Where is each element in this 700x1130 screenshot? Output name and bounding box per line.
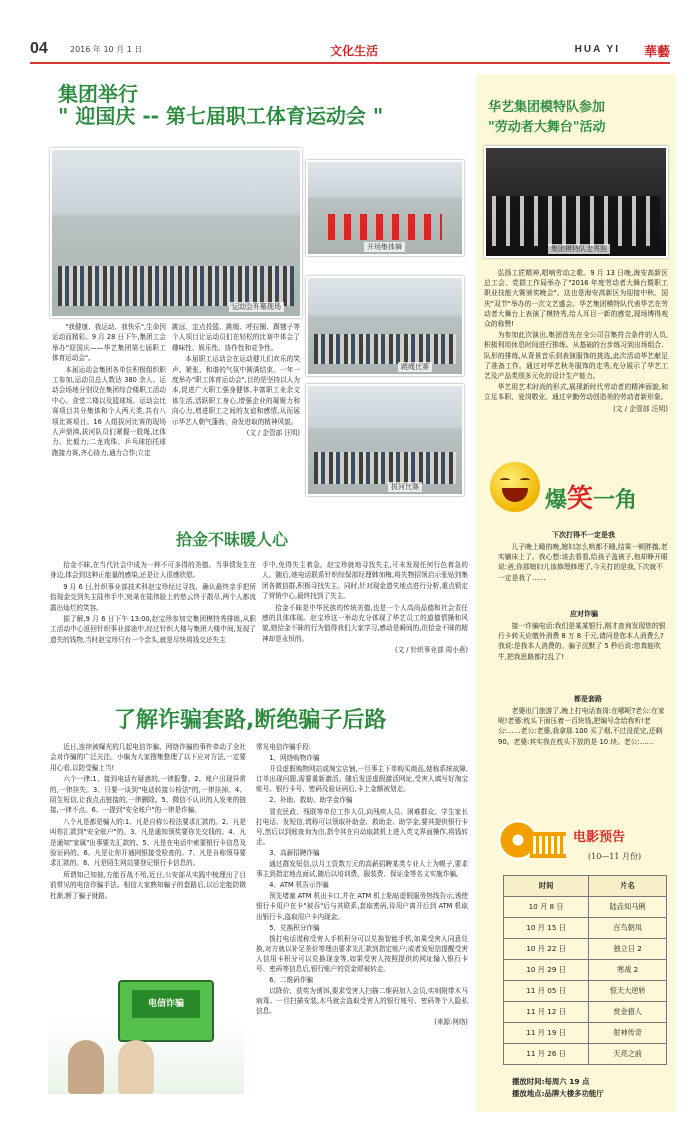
article3-title: 了解诈骗套路,断绝骗子后路 — [114, 708, 387, 733]
table-row — [504, 1023, 667, 1044]
table-row — [504, 981, 667, 1002]
brand-cn: 華藝 — [643, 45, 670, 60]
film-strip-icon — [530, 832, 566, 858]
paragraph: 冒充民政、残联等单位工作人员,向残疾人员、困难群众、学生家长打电话、发短信,谎称可以领取补助金、救助金、助学金,要其提供银行卡号,然后以到账查询为由,指令其在自动取款机上进入英文界面操作,将钱转走。 — [256, 807, 468, 846]
photo-caption: 开场集体舞 — [364, 242, 405, 252]
photo-caption: 运动会开幕现场 — [229, 302, 284, 312]
photo-tug-of-war — [306, 384, 464, 496]
crowd-figure — [58, 266, 294, 306]
laughing-face-icon — [490, 462, 540, 512]
movie-date: 11 月 12 日 — [504, 1002, 589, 1023]
movie-date: 11 月 19 日 — [504, 1023, 589, 1044]
article3-column-1 — [50, 742, 246, 902]
movie-schedule-table — [503, 875, 667, 1065]
model-team-title-line2: "劳动者大舞台"活动 — [488, 120, 606, 135]
movie-date: 10 月 15 日 — [504, 918, 589, 939]
byline: (来源:网络) — [434, 1018, 468, 1027]
paragraph: "我健康、我运动、我快乐",生命因运动而精彩。9 月 28 日下午,集团工会举办"迎国庆——华艺集团第七届职工体育运动会"。 — [52, 323, 166, 363]
movie-place: 播放地点:品牌大楼多功能厅 — [512, 1089, 604, 1098]
paragraph: 4、ATM 机告示诈骗 — [269, 881, 329, 890]
fraud-label: 电信诈骗 — [132, 990, 200, 1018]
movie-date: 10 月 8 日 — [504, 897, 589, 918]
article2-column-1 — [50, 560, 256, 646]
elder-figure — [118, 1040, 154, 1094]
byline: (文 / 企管部 汪明) — [613, 404, 668, 413]
table-header-row — [504, 876, 667, 897]
paragraph: 拨打电话谎称受害人手机积分可以兑换智能手机,如果受害人同意兑换,对方就以补足差价等理由要求先汇款到指定账户;或者发短信提醒受害人信用卡积分可以兑换现金等,如果受害人按照提供的网址输入银行卡号、密码等信息后,银行账户的资金即被转走。 — [256, 934, 468, 973]
model-team-text — [484, 268, 668, 415]
crowd-figure — [314, 452, 456, 484]
paragraph: 华艺用艺术时尚的形式,展现新时代劳动者的精神面貌,和立足本职、爱岗敬业、通过辛勤劳动创造美的劳动者新形象。 — [484, 383, 668, 402]
table-row — [504, 897, 667, 918]
lead-title-line1: 集团举行 — [58, 82, 138, 106]
paragraph: 本届运动会集团各单位积极组织职工参加,运动员总人数达 380 余人。运动会场地分别设在集团综合楼职工活动中心、食堂二楼以及篮球场。运动会比赛项目共分集体和个人两大类,共有八项比赛项目。16 人组拔河比赛的现场人声鼎沸,拔河队员们紧握一股绳,比体力、比毅力;二龙戏珠、乒乓球拍托球跑接力赛,齐心协力,通力合作;立定 — [52, 365, 166, 457]
lead-title-line2: " 迎国庆 -- 第七届职工体育运动会 " — [58, 104, 384, 128]
photo-model-show — [484, 146, 668, 258]
paragraph: 9 月 6 日,针织事业部技术科赵宝珍经过寻找、确认最终亲手把所拾现金交到失主陆伟手中,宛莱在陆伟脸上的愁云终于散尽,两个人都流露出灿烂的笑容。 — [50, 582, 256, 612]
movie-name: 寒战 2 — [589, 960, 667, 981]
paragraph: 弘扬工匠精神,唱响劳动之歌。9 月 13 日晚,海安高新区总工会、党群工作局举办了"2016 年度劳动者大舞台暨职工职业技能大赛颁奖晚会"。这也是海安高新区为迎接中秋、国庆"双节"举办的一次文艺盛会。华艺集团模特队代表华艺在劳动者大舞台上表演了模特秀,给人耳目一新的感觉,现场博得观众的称赞! — [484, 269, 668, 329]
table-row — [504, 1044, 667, 1065]
movie-preview-title: 电影预告 — [573, 830, 626, 845]
photo-caption: 集团模特队走秀照 — [548, 244, 610, 254]
paragraph: 八个凡是都是骗人的:1、凡是自称公检法要求汇款的。2、凡是叫你汇款到"安全账户"的。3、凡是通知领奖要你先交钱的。4、凡是通知"家属"出事要先汇款的。5、凡是在电话中索要银行卡信息及验证码的。6、凡是让你开通网银接受检查的。7、凡是自称领导要求汇款的。8、凡是陌生网站要登记银行卡信息的。 — [50, 817, 246, 868]
paragraph: 2、补助、救助、助学金诈骗 — [269, 796, 353, 805]
joke-title: 应对诈骗 — [570, 610, 598, 618]
column-header: 时间 — [504, 876, 589, 897]
article2-title: 拾金不昧暖人心 — [176, 530, 289, 549]
fraud-illustration — [48, 970, 244, 1094]
paragraph: 通过群发短信,以月工资数万元的高薪招聘某类专业人士为幌子,要求事主到指定地点面试,随后以培训费、服装费、保证金等名义实施诈骗。 — [256, 860, 468, 879]
movie-name: 天亮之前 — [589, 1044, 667, 1065]
photo-caption: 拔河比赛 — [388, 482, 422, 492]
byline: (文 / 企管部 汪明) — [246, 429, 300, 438]
table-row — [504, 939, 667, 960]
joke-title: 下次打得不一定是我 — [552, 531, 615, 539]
movie-name: 惊天大逆转 — [589, 981, 667, 1002]
photo-opening-ceremony — [50, 148, 302, 318]
article2-column-2 — [262, 560, 468, 657]
movie-name: 赏金猎人 — [589, 1002, 667, 1023]
column-header: 片名 — [589, 876, 667, 897]
movie-name: 陆垚知马俐 — [589, 897, 667, 918]
paragraph: 常见电信诈骗手段: — [256, 743, 311, 751]
movie-preview-subtitle: (10—11 月份) — [588, 852, 642, 861]
movie-name: 独立日 2 — [589, 939, 667, 960]
paragraph: 拾金不昧,在当代社会中成为一种不可多得的美德。当事情发生在身边,体会到这种正能量的感染,还是让人很感欣慰。 — [50, 561, 256, 580]
table-row — [504, 960, 667, 981]
table-row — [504, 918, 667, 939]
paragraph: 3、高薪招聘诈骗 — [269, 848, 320, 857]
paragraph: 跳远、定点投篮、跳绳、呼拉圈、踢毽子等个人项目让运动员们在轻松的比赛中体会了趣味性、娱乐性、协作性和竞争性。 — [172, 323, 300, 352]
model-figure — [492, 196, 660, 246]
paragraph: 手中,免得失主着急。赵宝珍就地寻找失主,可未发现任何行色着急的人。随后,她电话联系针织综保部经理韩加梅,将失物招领启示张贴到集团各微信群,积极寻找失主。同时,针对现金遗失地点进行分析,重点锁定了营销中心,最终找到了失主。 — [262, 561, 468, 601]
paragraph: 本届职工运动会在运动健儿们欢乐的笑声、紧张、和谐的气氛中圆满结束。一年一度举办"职工体育运动会",目的是坚持以人为本,促进广大职工强身健体,丰富职工业余文体生活,活跃职工身心,增强企业的凝聚力和向心力,增进职工之间的友谊和感情,从而展示华艺人朝气蓬勃、奋发进取的精神风貌。 — [172, 355, 300, 426]
joke-title-b: 笑 — [567, 484, 594, 514]
article3-column-2 — [256, 742, 468, 1029]
paragraph: 5、兑换积分诈骗 — [269, 923, 320, 932]
movie-date: 10 月 22 日 — [504, 939, 589, 960]
paragraph: 六个一律:1、接到电话有疑惑的,一律报警。2、账户出现异常的,一律挂失。3、只要一谈到"电话转接公检法"的,一律挂掉。4、陌生短信,让我点击链接的,一律删除。5、微信不认识的人发来的链接,一律不点。6、一提到"安全账户"的一律是诈骗。 — [50, 775, 246, 815]
paragraph: 为参加此次演出,集团首先在全公司召集符合条件的人员,积极利用休息时间进行排练。从基础的台步练习到出场组合、队形的排练,从背景音乐到表演服饰的挑选,此次活动华艺献足了准备工作。通过对华艺秋冬服饰的走秀,充分展示了华艺工艺及产品类别多元化的设计生产能力。 — [484, 331, 668, 381]
elder-figure — [68, 1040, 104, 1094]
paragraph: 据了解,9 月 6 日下午 13:00,赵宝珍参加完集团模特秀排练,从职工活动中心返回针织事业部途中,经过针织大楼与集团大楼中间,发现了遗失的钱物,当时赵宝珍只有一个念头,就是尽快将钱交还失主 — [50, 615, 256, 644]
paragraph: 近日,连续被曝光的几起电信诈骗、网络诈骗的事件牵动了全社会对诈骗的广泛关注。小编为大家搜集整理了以下应对方法,一定要用心看,以防受骗上当! — [50, 743, 246, 772]
joke-section-title — [545, 478, 637, 515]
movie-name: 射神传奇 — [589, 1023, 667, 1044]
paragraph: 所谓知己知彼,方能百战不殆,近日,公安部从实践中梳理出了目前常见的电信诈骗手法。相信大家熟知骗子的套路后,以后定能防微杜渐,断了骗子财路。 — [50, 870, 246, 900]
movie-date: 11 月 26 日 — [504, 1044, 589, 1065]
model-team-title-line1: 华艺集团模特队参加 — [488, 100, 606, 115]
page-header — [30, 40, 670, 64]
paragraph: 6、二维码诈骗 — [269, 976, 313, 985]
lead-column-2 — [172, 322, 300, 439]
joke-title: 都是套路 — [574, 695, 602, 703]
paragraph: 以降价、获奖为诱饵,要求受害人扫描二维码加入会员,实则附带木马病毒。一旦扫描安装,木马就会盗取受害人的银行账号、密码等个人隐私信息。 — [256, 987, 468, 1016]
paragraph: 1、网络购物诈骗 — [269, 754, 320, 763]
movie-date: 11 月 05 日 — [504, 981, 589, 1002]
brand-en: HUA YI — [574, 44, 620, 55]
table-row — [504, 1002, 667, 1023]
section-name: 文化生活 — [330, 44, 379, 58]
lead-column-1 — [52, 322, 166, 459]
byline: (文 / 针织事业部 周小燕) — [395, 646, 468, 655]
page-number: 04 — [30, 40, 48, 57]
issue-date: 2016 年 10 月 1 日 — [70, 45, 143, 54]
paragraph: 拾金不昧是中华民族的传统美德,也是一个人高尚品德和社会责任感的具体体现。赵宝珍这一举动充分体现了华艺员工的道德情操和风貌,她拾金不昧的行为值得我们大家学习,感动是瞬间的,但拾金不昧的精神却是永恒的。 — [262, 603, 468, 643]
joke-title-c: 一角 — [593, 488, 638, 513]
phone-icon — [118, 980, 214, 1042]
movie-name: 百鸟朝凤 — [589, 918, 667, 939]
photo-caption: 跳绳比赛 — [398, 362, 432, 372]
photo-group-dance — [306, 160, 464, 256]
paragraph: 预先堵塞 ATM 机出卡口,并在 ATM 机上粘贴虚假服务热线告示,诱使银行卡用户在卡"被吞"后与其联系,套取密码,待用户离开后到 ATM 机取出银行卡,盗取用户卡内现金。 — [256, 892, 468, 921]
joke-text: 接一诈骗电话:我们是某某银行,刚才查询发现您的银行卡转天应缴外消费 8 万 8 千元,请问是您本人消费么?我说:是我本人消费的。骗子沉默了 5 秒后说:您真能吹牛,把我思路都打乱了! — [498, 622, 666, 661]
joke-title-a: 爆 — [545, 488, 568, 513]
photo-rope-skipping — [306, 276, 464, 376]
joke-text: 老婆出门旅游了,晚上打电话查岗:在哪呢?老公:在家呢!老婆:枕头下面压着一百块钱,把编号念给我听!老公:……老公:老婆,我拿那 100 买了烟,不过没花完,还剩 90。老婆:其实我在枕头下放的是 10 块。老公:…… — [498, 707, 665, 746]
movie-date: 10 月 29 日 — [504, 960, 589, 981]
movie-time: 播放时间:每周六 19 点 — [512, 1077, 590, 1086]
crowd-figure — [314, 334, 456, 364]
paragraph: 开设虚假购物网站或淘宝店铺,一旦事主下单购买商品,便称系统故障,订单出现问题,需要重新激活。随后发送虚假激活网址,受害人填写好淘宝账号、银行卡号、密码及验证码后,卡上金额被划走。 — [256, 765, 468, 794]
dancer-figure — [328, 214, 442, 240]
joke-text: 儿子晚上睡的晚,媳妇怎么哄都不睡,结果一顿胖揍,老实躺床上了。我心想:该去看看,给孩子盖被子,他却睁开眼说:爸,你那媳妇儿该修理修理了,今天打的是我,下次就不一定是我了…… — [498, 543, 668, 582]
